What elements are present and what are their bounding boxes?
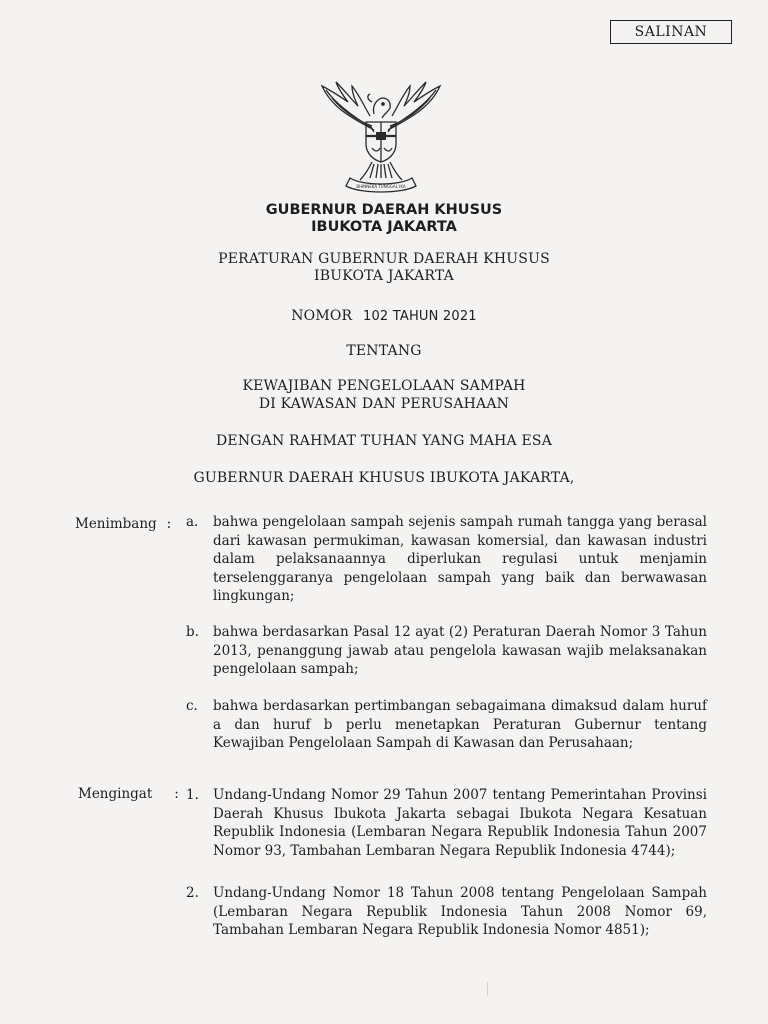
item-marker: 1. <box>186 787 199 803</box>
tentang-heading: TENTANG <box>346 343 422 359</box>
item-text: bahwa pengelolaan sampah sejenis sampah rumah tangga yang berasal dari kawasan permukiman, kawasan komersial, dan kawasan industri dalam pelaksanaannya diperlukan regulasi untuk menjamin terselenggaranya pengelolaan sampah yang baik dan berwawasan lingkungan; <box>213 514 707 604</box>
governor-line: GUBERNUR DAERAH KHUSUS IBUKOTA JAKARTA, <box>193 470 575 486</box>
nomor-label: NOMOR <box>291 308 353 324</box>
issuer-heading-line2: IBUKOTA JAKARTA <box>311 219 457 235</box>
item-text: bahwa berdasarkan Pasal 12 ayat (2) Peraturan Daerah Nomor 3 Tahun 2013, penanggung jawab atau pengelola kawasan wajib melaksanakan pengelolaan sampah; <box>213 624 707 677</box>
scan-artifact <box>487 982 488 996</box>
item-marker: a. <box>186 514 199 530</box>
item-text: bahwa berdasarkan pertimbangan sebagaimana dimaksud dalam huruf a dan huruf b perlu menetapkan Peraturan Gubernur tentang Kewajiban Pengelolaan Sampah di Kawasan dan Perusahaan; <box>213 698 707 751</box>
regulation-title-line1: PERATURAN GUBERNUR DAERAH KHUSUS <box>218 251 550 267</box>
item-text: Undang-Undang Nomor 18 Tahun 2008 tentang Pengelolaan Sampah (Lembaran Negara Republik Indonesia Tahun 2008 Nomor 69, Tambahan Lembaran Negara Republik Indonesia Nomor 4851); <box>213 885 707 938</box>
subject-line2: DI KAWASAN DAN PERUSAHAAN <box>258 396 510 412</box>
item-marker: 2. <box>186 885 199 901</box>
subject-line1: KEWAJIBAN PENGELOLAAN SAMPAH <box>242 378 526 394</box>
rahmat-line: DENGAN RAHMAT TUHAN YANG MAHA ESA <box>215 433 553 449</box>
menimbang-label: Menimbang : <box>75 516 172 532</box>
item-marker: b. <box>186 624 199 640</box>
garuda-emblem-icon <box>312 78 450 196</box>
regulation-title-line2: IBUKOTA JAKARTA <box>313 268 454 284</box>
item-text: Undang-Undang Nomor 29 Tahun 2007 tentang Pemerintahan Provinsi Daerah Khusus Ibukota Jakarta sebagai Ibukota Negara Kesatuan Republik Indonesia (Lembaran Negara Republik Indonesia Tahun 2007 Nomor 93, Tambahan Lembaran Negara Republik Indonesia 4744); <box>213 787 707 859</box>
mengingat-label: Mengingat : <box>78 786 179 802</box>
salinan-stamp: SALINAN <box>610 20 732 44</box>
issuer-heading-line1: GUBERNUR DAERAH KHUSUS <box>265 202 503 218</box>
emblem-motto: BHINNEKA TUNGGAL IKA <box>356 184 406 189</box>
nomor-value: 102 TAHUN 2021 <box>362 309 477 324</box>
item-marker: c. <box>186 698 198 714</box>
regulation-number <box>0 308 768 325</box>
